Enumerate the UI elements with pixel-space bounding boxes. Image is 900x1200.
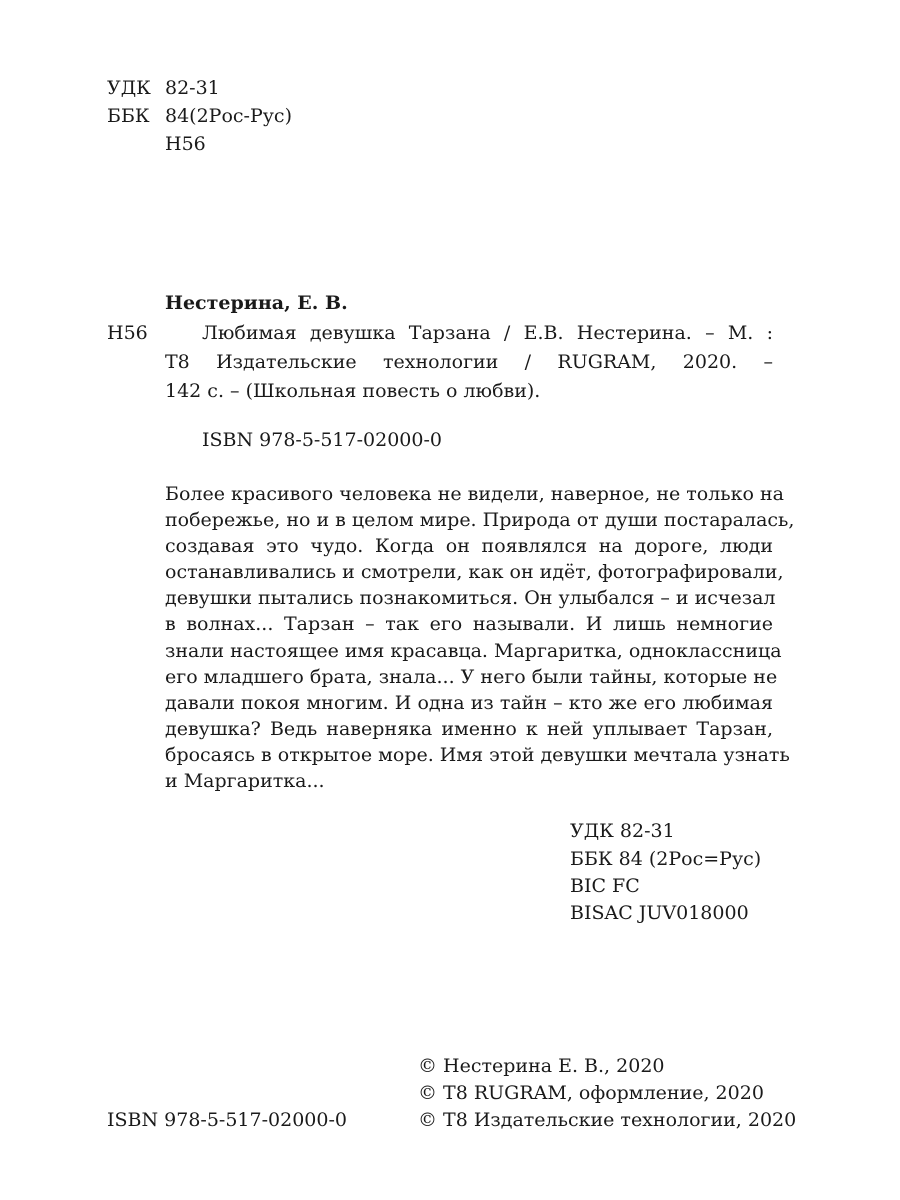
annotation-line: его младшего брата, знала... У него были тайны, которые не [165,665,778,688]
annotation-line: создавая это чудо. Когда он появлялся на дороге, люди [165,535,773,558]
right-udk: УДК 82-31 [570,820,675,842]
catalog-line-2: Т8 Издательские технологии / RUGRAM, 2020. – [165,351,773,373]
catalog-code: Н56 [107,322,148,344]
bbk-value: 84(2Рос-Рус) [165,105,292,127]
annotation-line: и Маргаритка... [165,770,325,793]
right-bisac: BISAC JUV018000 [570,902,749,924]
right-bic: BIC FC [570,875,640,897]
copyright-author: © Нестерина Е. В., 2020 [418,1055,665,1077]
author-mark: Н56 [165,133,206,155]
catalog-isbn: ISBN 978-5-517-02000-0 [202,429,442,451]
annotation-line: давали покоя многим. И одна из тайн – кто же его любимая [165,691,773,714]
catalog-line-3: 142 с. – (Школьная повесть о любви). [165,380,541,402]
annotation-line: в волнах... Тарзан – так его называли. И лишь немногие [165,613,773,636]
annotation-paragraph [165,481,795,794]
udk-label: УДК [107,77,151,99]
catalog-author: Нестерина, Е. В. [165,292,348,314]
bbk-label: ББК [107,105,150,127]
annotation-line: девушки пытались познакомиться. Он улыбался – и исчезал [165,587,776,610]
right-bbk: ББК 84 (2Рос=Рус) [570,848,762,870]
udk-value: 82-31 [165,77,220,99]
footer-isbn: ISBN 978-5-517-02000-0 [107,1109,347,1131]
annotation-line: Более красивого человека не видели, наверное, не только на [165,483,784,505]
annotation-line: девушка? Ведь наверняка именно к ней уплывает Тарзан, [165,717,773,740]
copyright-publisher: © Т8 Издательские технологии, 2020 [418,1109,797,1131]
copyright-design: © T8 RUGRAM, оформление, 2020 [418,1082,764,1104]
annotation-line: бросаясь в открытое море. Имя этой девушки мечтала узнать [165,743,790,766]
annotation-line: останавливались и смотрели, как он идёт, фотографировали, [165,561,784,584]
annotation-line: побережье, но и в целом мире. Природа от души постаралась, [165,509,795,532]
catalog-line-1: Любимая девушка Тарзана / Е.В. Нестерина. – М. : [202,322,773,344]
annotation-line: знали настоящее имя красавца. Маргаритка, одноклассница [165,639,782,662]
